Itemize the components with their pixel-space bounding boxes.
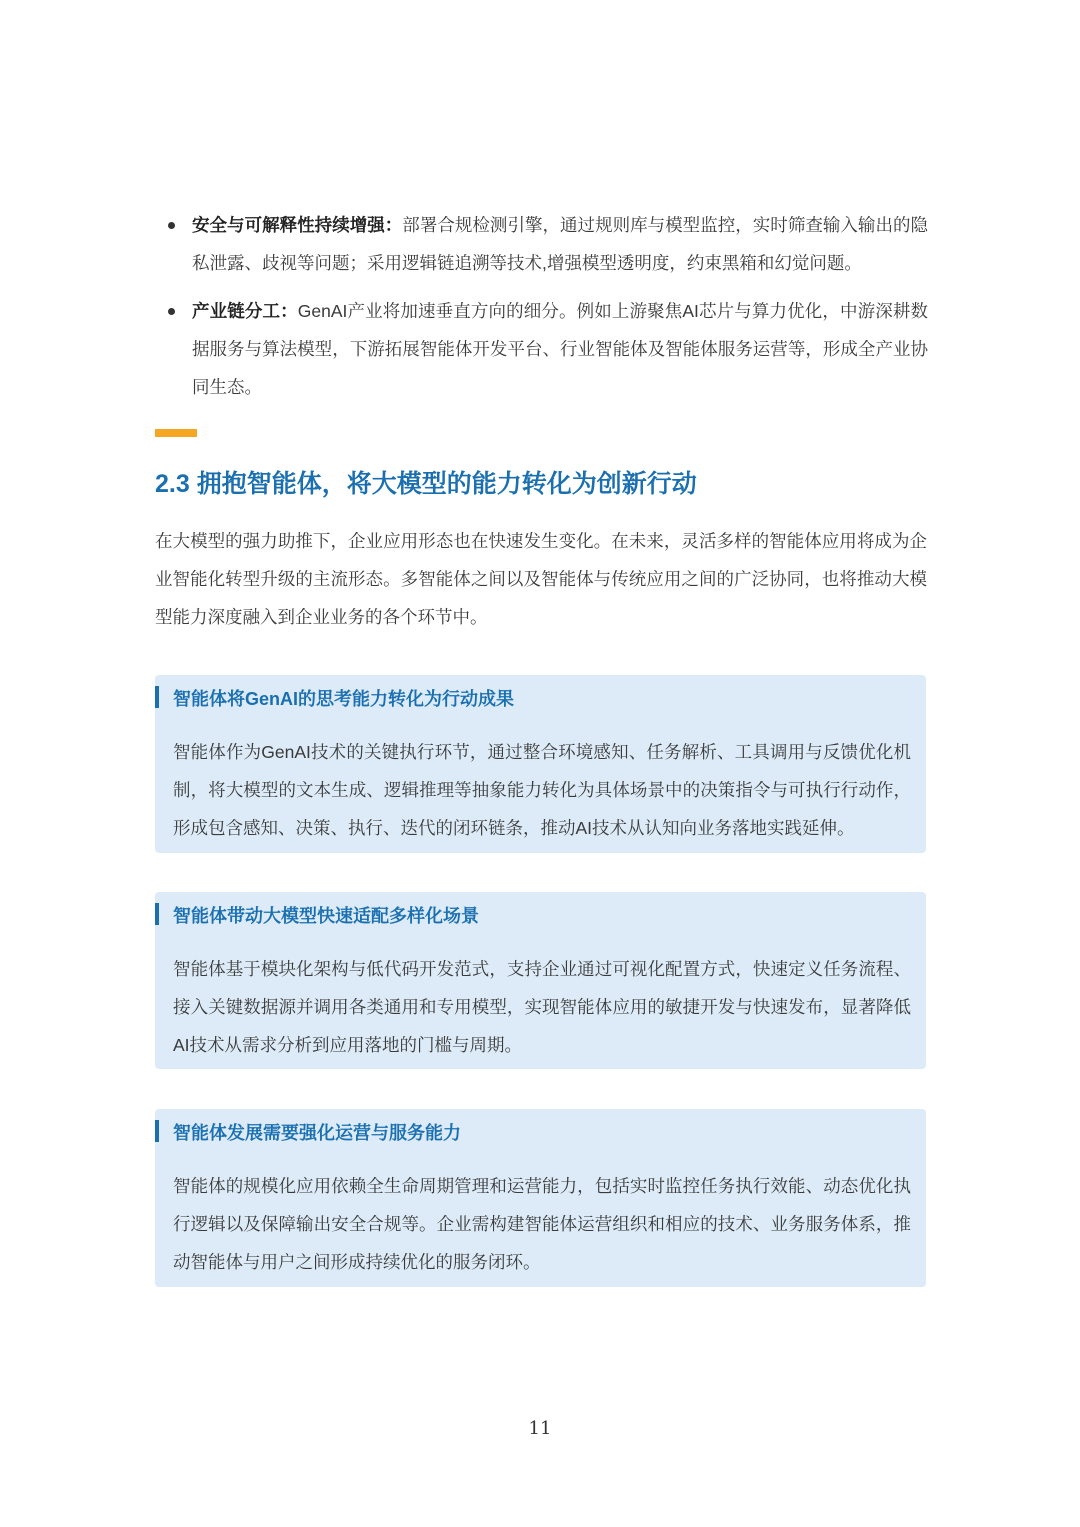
- bullet-term: 产业链分工：: [192, 301, 298, 321]
- info-box-scene-adaptation: [155, 892, 926, 1069]
- bullet-text: 部署合规检测引擎，通过规则库与模型监控，实时筛查输入输出的隐私泄露、歧视等问题；采用逻辑链追溯等技术,增强模型透明度，约束黑箱和幻觉问题。: [192, 215, 929, 273]
- bullet-text: GenAI产业将加速垂直方向的细分。例如上游聚焦AI芯片与算力优化，中游深耕数据服务与算法模型，下游拓展智能体开发平台、行业智能体及智能体服务运营等，形成全产业协同生态。: [192, 301, 928, 397]
- box-title-marker: [155, 1120, 159, 1142]
- page-number: 11: [528, 1418, 552, 1439]
- bullet-term: 安全与可解释性持续增强：: [192, 215, 403, 235]
- box-title-marker: [155, 903, 159, 925]
- info-box-title: 智能体将GenAI的思考能力转化为行动成果: [173, 689, 515, 709]
- section-intro-paragraph: 在大模型的强力助推下，企业应用形态也在快速发生变化。在未来，灵活多样的智能体应用将成为企业智能化转型升级的主流形态。多智能体之间以及智能体与传统应用之间的广泛协同，也将推动大模型能力深度融入到企业业务的各个环节中。: [155, 531, 927, 627]
- info-box-title: 智能体发展需要强化运营与服务能力: [173, 1123, 461, 1143]
- bullet-item-industry-chain: [166, 292, 928, 406]
- info-box-body: 智能体作为GenAI技术的关键执行环节，通过整合环境感知、任务解析、工具调用与反馈优化机制，将大模型的文本生成、逻辑推理等抽象能力转化为具体场景中的决策指令与可执行行动作，形成包含感知、决策、执行、迭代的闭环链条，推动AI技术从认知向业务落地实践延伸。: [173, 742, 911, 838]
- bullet-item-security: [166, 206, 928, 282]
- bullet-dot-icon: [168, 222, 175, 229]
- info-box-body: 智能体的规模化应用依赖全生命周期管理和运营能力，包括实时监控任务执行效能、动态优化执行逻辑以及保障输出安全合规等。企业需构建智能体运营组织和相应的技术、业务服务体系，推动智能体与用户之间形成持续优化的服务闭环。: [173, 1176, 911, 1272]
- bullet-list: [166, 206, 928, 416]
- section-heading: 2.3 拥抱智能体，将大模型的能力转化为创新行动: [155, 470, 697, 498]
- section-accent-bar: [155, 429, 197, 437]
- info-box-thinking-to-action: [155, 675, 926, 853]
- bullet-dot-icon: [168, 308, 175, 315]
- info-box-title: 智能体带动大模型快速适配多样化场景: [173, 906, 479, 926]
- info-box-operations-service: [155, 1109, 926, 1287]
- info-box-body: 智能体基于模块化架构与低代码开发范式，支持企业通过可视化配置方式，快速定义任务流程、接入关键数据源并调用各类通用和专用模型，实现智能体应用的敏捷开发与快速发布，显著降低AI技术从需求分析到应用落地的门槛与周期。: [173, 959, 911, 1055]
- box-title-marker: [155, 686, 159, 708]
